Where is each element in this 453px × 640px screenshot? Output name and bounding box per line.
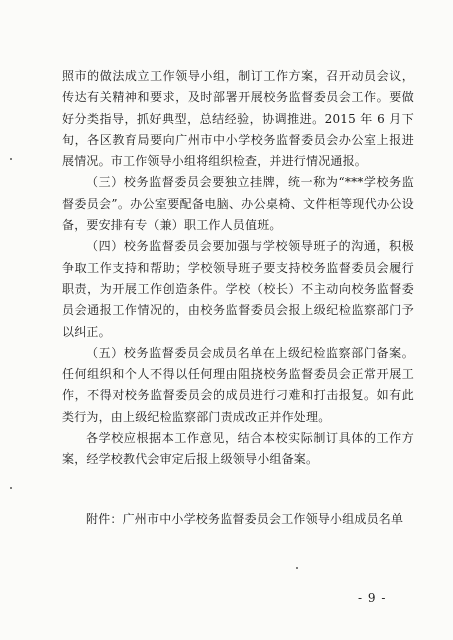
paragraph-4: （五）校务监督委员会成员名单在上级纪检监察部门备案。任何组织和个人不得以任何理由阻挠校务监督委员会正常开展工作，不得对校务监督委员会的成员进行刁难和打击报复。如有此类行为，由上级纪检监察部门责成改正并作处理。: [62, 345, 414, 424]
page-number: - 9 -: [358, 591, 387, 605]
body-text: [62, 66, 414, 471]
scan-speck: [296, 567, 298, 569]
paragraph-3: （四）校务监督委员会要加强与学校领导班子的沟通，积极争取工作支持和帮助；学校领导班子要支持校务监督委员会履行职责，为开展工作创造条件。学校（校长）不主动向校务监督委员会通报工作情况的，由校务监督委员会报上级纪检监察部门予以纠正。: [62, 239, 414, 339]
attachment-line: 附件：广州市中小学校务监督委员会工作领导小组成员名单: [86, 512, 404, 526]
scan-speck: [10, 487, 12, 489]
scan-speck: [10, 158, 12, 160]
paragraph-1: 照市的做法成立工作领导小组，制订工作方案，召开动员会议，传达有关精神和要求，及时部署开展校务监督委员会工作。要做好分类指导，抓好典型，总结经验，协调推进。2015 年 6 月下旬，各区教育局要向广州市中小学校务监督委员会办公室上报进展情况。市工作领导小组将组织检查，并进行情况通报。: [62, 69, 414, 169]
paragraph-2: （三）校务监督委员会要独立挂牌，统一称为“***学校务监督委员会”。办公室要配备电脑、办公桌椅、文件柜等现代办公设备，要安排有专（兼）职工作人员值班。: [62, 175, 414, 233]
paragraph-5: 各学校应根据本工作意见，结合本校实际制订具体的工作方案，经学校教代会审定后报上级领导小组备案。: [62, 431, 414, 467]
